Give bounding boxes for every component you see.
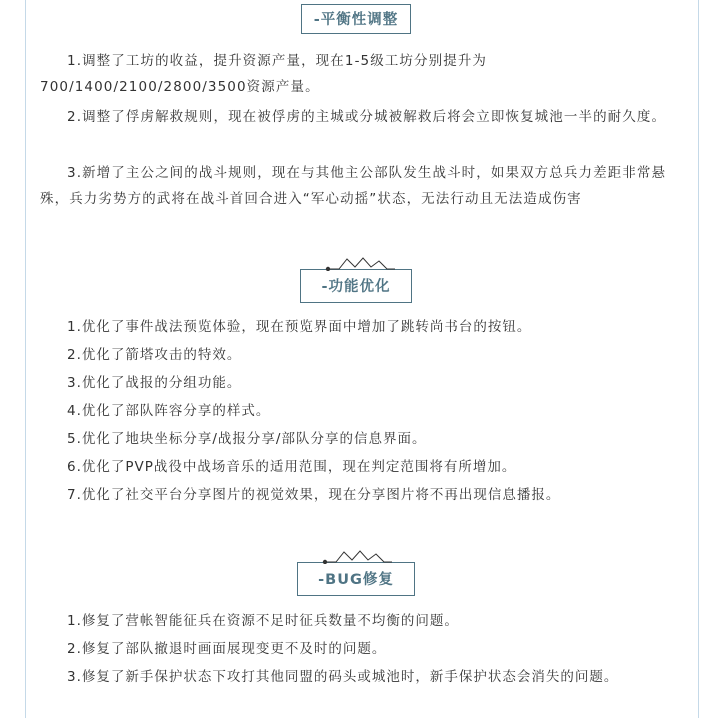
optimization-item-4: 4.优化了部队阵容分享的样式。 (67, 403, 271, 419)
bugfix-item-2: 2.修复了部队撤退时画面展现变更不及时的问题。 (67, 641, 387, 657)
section-title-balance: -平衡性调整 (301, 4, 412, 34)
optimization-item-7: 7.优化了社交平台分享图片的视觉效果，现在分享图片将不再出现信息播报。 (67, 487, 561, 503)
optimization-item-2: 2.优化了箭塔攻击的特效。 (67, 347, 242, 363)
bugfix-item-1: 1.修复了营帐智能征兵在资源不足时征兵数量不均衡的问题。 (67, 613, 459, 629)
balance-item-1: 1.调整了工坊的收益，提升资源产量，现在1-5级工坊分别提升为700/1400/2100/2800/3500资源产量。 (40, 53, 488, 95)
section-title-optimization-text: -功能优化 (321, 279, 391, 295)
section-title-optimization (300, 269, 411, 303)
optimization-item-1: 1.优化了事件战法预览体验，现在预览界面中增加了跳转尚书台的按钮。 (67, 319, 532, 335)
section-optimization (0, 269, 712, 303)
balance-item-2: 2.调整了俘虏解救规则，现在被俘虏的主城或分城被解救后将会立即恢复城池一半的耐久度。 (67, 109, 667, 125)
section-balance (0, 4, 712, 34)
mountain-ornament-icon (325, 255, 395, 271)
optimization-item-6: 6.优化了PVP战役中战场音乐的适用范围，现在判定范围将有所增加。 (67, 459, 517, 475)
bugfix-item-3: 3.修复了新手保护状态下攻打其他同盟的码头或城池时，新手保护状态会消失的问题。 (67, 669, 619, 685)
section-bugfix (0, 562, 712, 596)
optimization-item-5: 5.优化了地块坐标分享/战报分享/部队分享的信息界面。 (67, 431, 427, 447)
mountain-ornament-icon (322, 548, 392, 564)
section-title-bugfix-text: -BUG修复 (318, 572, 394, 588)
balance-item-3: 3.新增了主公之间的战斗规则，现在与其他主公部队发生战斗时，如果双方总兵力差距非常悬殊，兵力劣势方的武将在战斗首回合进入“军心动摇”状态，无法行动且无法造成伤害 (40, 165, 667, 207)
optimization-item-3: 3.优化了战报的分组功能。 (67, 375, 242, 391)
section-title-bugfix (297, 562, 415, 596)
